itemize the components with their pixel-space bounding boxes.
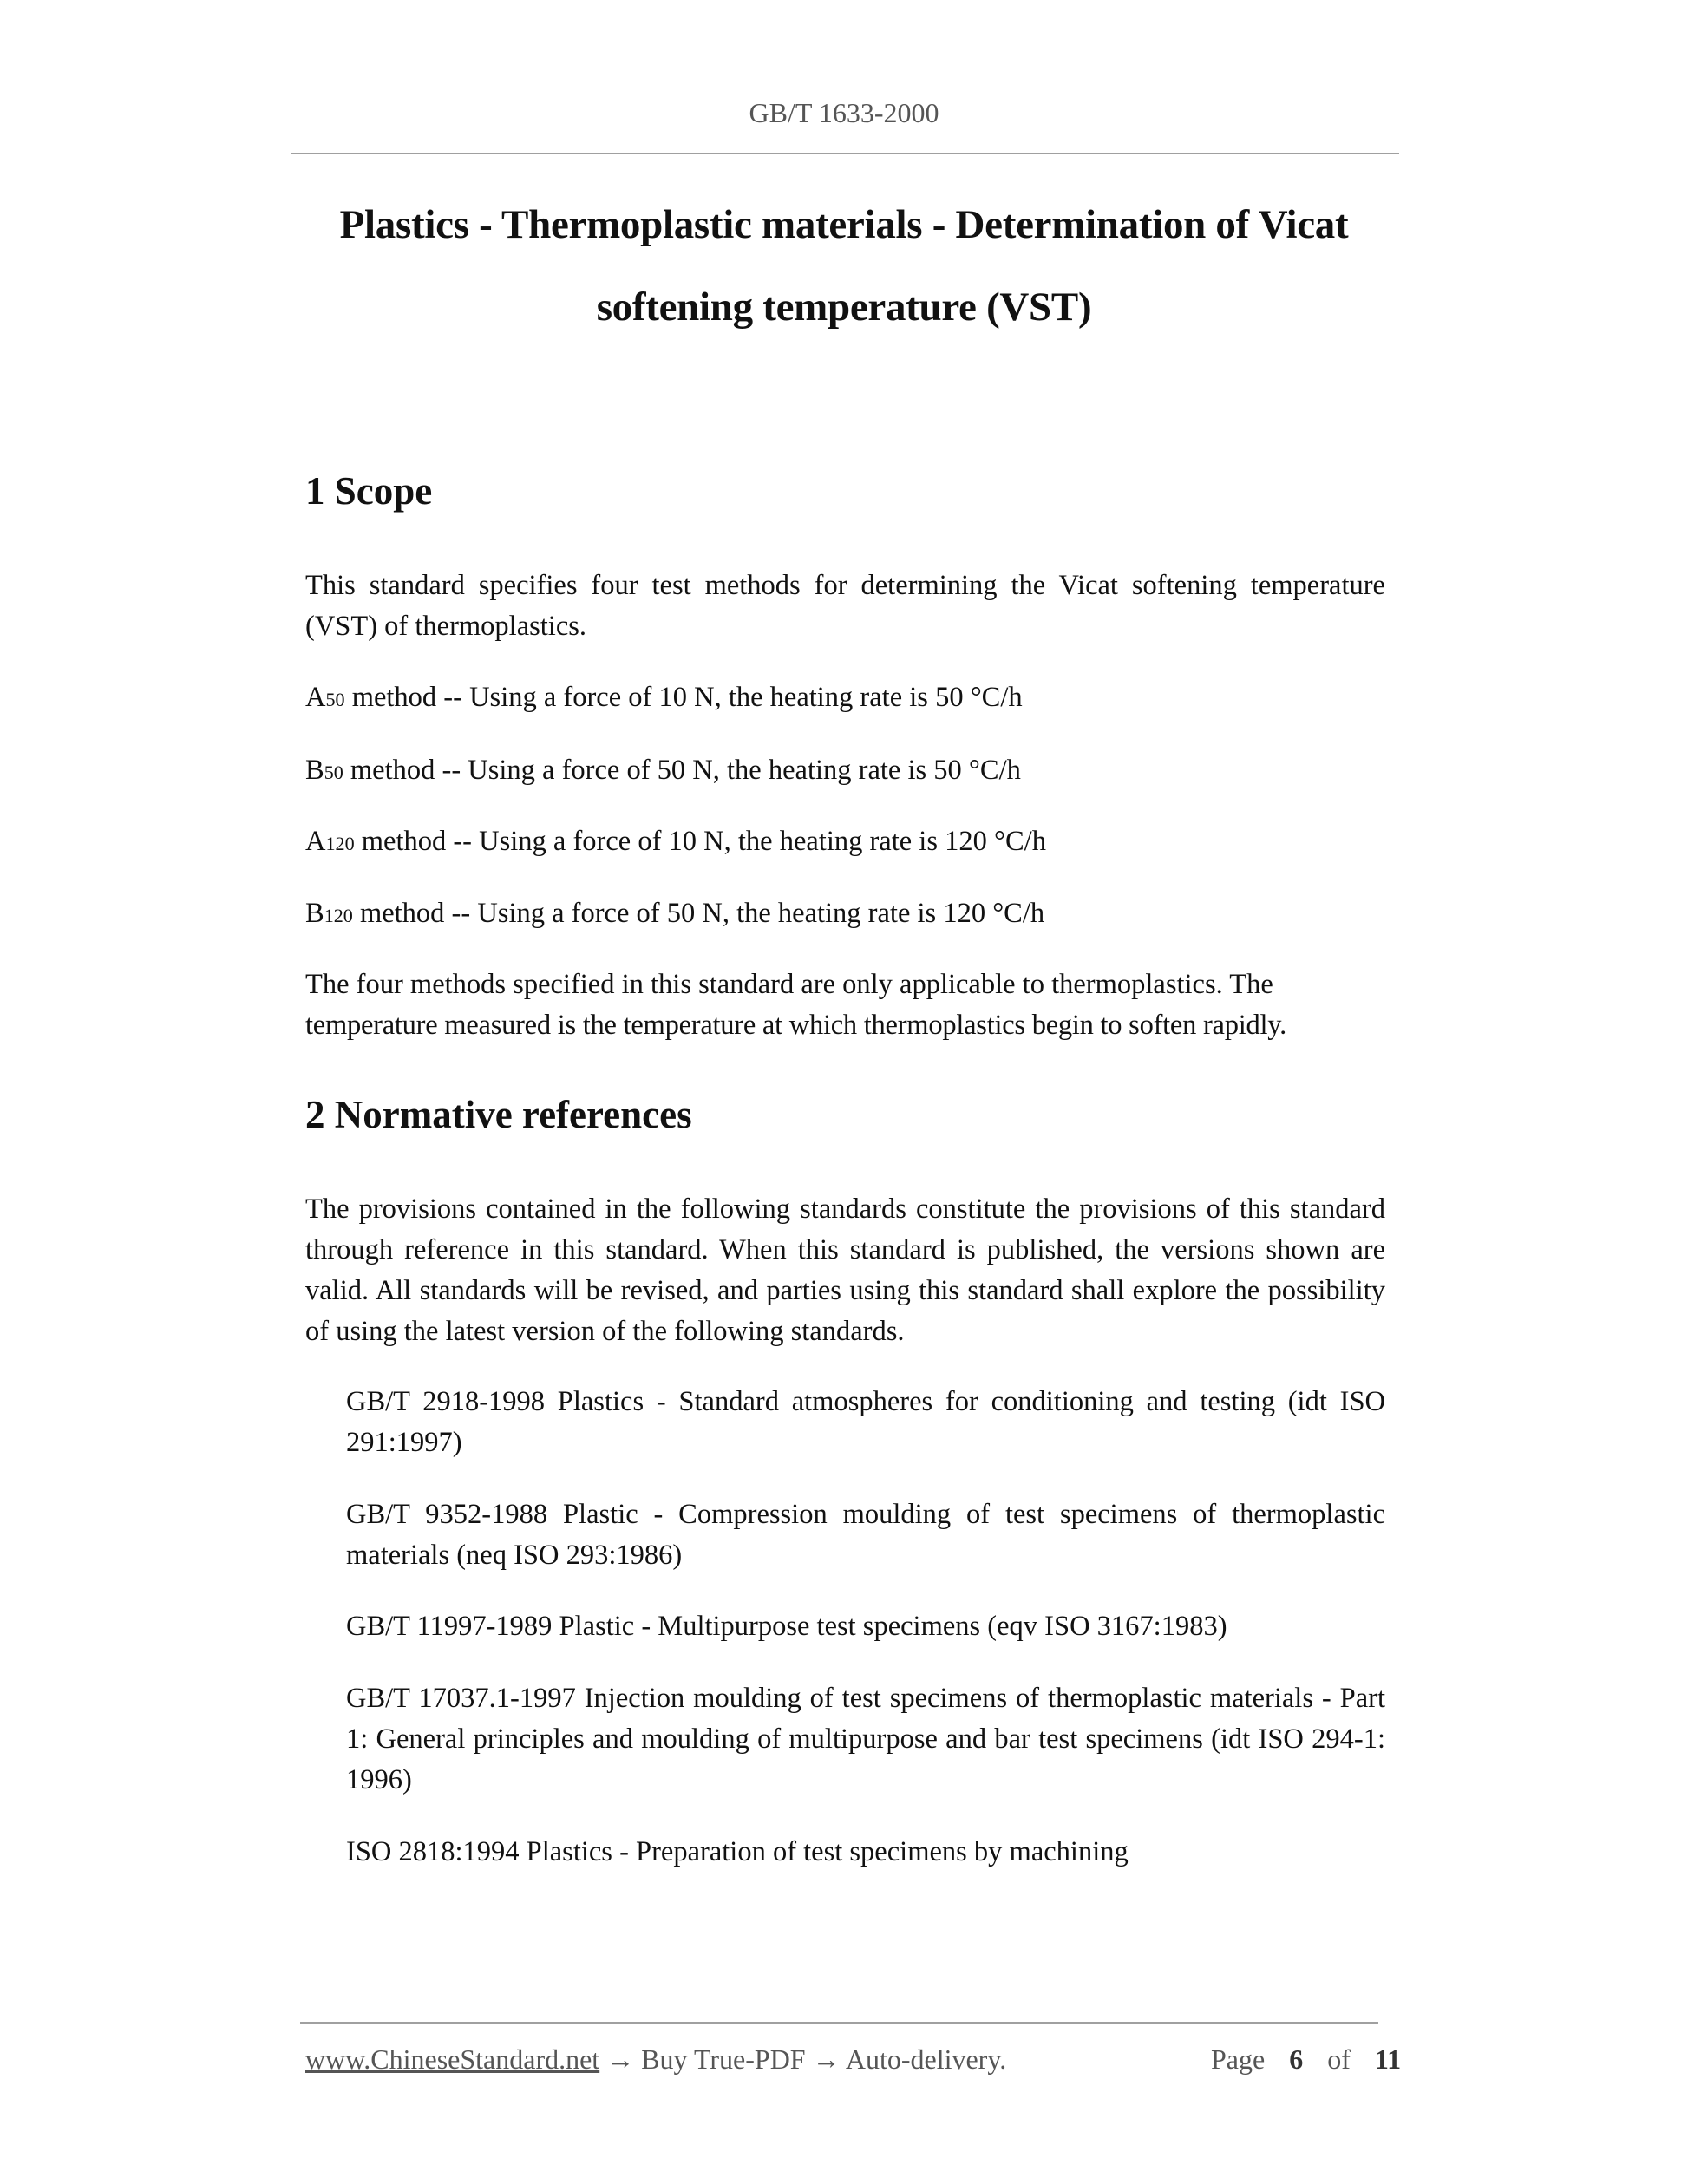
arrow-icon: → xyxy=(599,2043,642,2075)
method-subscript: 120 xyxy=(324,905,353,926)
method-letter: A xyxy=(305,682,326,713)
method-text: method -- Using a force of 50 N, the heating rate is 120 °C/h xyxy=(352,898,1045,929)
chinesestandard-link[interactable]: www.ChineseStandard.net xyxy=(305,2043,600,2075)
footer-divider xyxy=(300,2022,1378,2024)
method-text: method -- Using a force of 10 N, the heating rate is 120 °C/h xyxy=(354,826,1046,857)
method-item xyxy=(305,821,1385,864)
of-label: of xyxy=(1327,2043,1351,2075)
buy-text: Buy True-PDF xyxy=(641,2043,806,2075)
page-indicator xyxy=(1211,2043,1401,2076)
method-text: method -- Using a force of 10 N, the heating rate is 50 °C/h xyxy=(344,682,1023,713)
reference-item: GB/T 9352-1988 Plastic - Compression moulding of test specimens of thermoplastic materials (neq ISO 293:1986) xyxy=(346,1499,1385,1571)
footer-promo xyxy=(305,2043,1006,2076)
reference-item: GB/T 2918-1998 Plastics - Standard atmospheres for conditioning and testing (idt ISO 291:1997) xyxy=(346,1386,1385,1458)
method-item xyxy=(305,893,1385,936)
page-current: 6 xyxy=(1289,2043,1304,2075)
method-letter: B xyxy=(305,755,324,786)
method-letter: B xyxy=(305,898,324,929)
method-subscript: 50 xyxy=(324,762,343,783)
arrow-icon: → xyxy=(805,2043,846,2075)
scope-closing-line-1: The four methods specified in this standard are only applicable to thermoplastics. The xyxy=(305,969,1273,1000)
references-intro-paragraph: The provisions contained in the following standards constitute the provisions of this standard through reference in this standard. When this standard is published, the versions shown are valid. All standards will be revised, and parties using this standard shall explore the possibility of using the latest version of the following standards. xyxy=(305,1193,1385,1347)
section-heading-scope: 1 Scope xyxy=(305,469,433,513)
scope-intro-paragraph: This standard specifies four test methods for determining the Vicat softening temperature (VST) of thermoplastics. xyxy=(305,570,1385,642)
section-heading-normative-references: 2 Normative references xyxy=(305,1093,692,1136)
scope-closing-line-2: temperature measured is the temperature at which thermoplastics begin to soften rapidly. xyxy=(305,1010,1287,1041)
reference-item: ISO 2818:1994 Plastics - Preparation of test specimens by machining xyxy=(346,1836,1129,1867)
method-subscript: 50 xyxy=(325,689,345,710)
page-total: 11 xyxy=(1374,2043,1402,2075)
method-text: method -- Using a force of 50 N, the heating rate is 50 °C/h xyxy=(343,755,1021,786)
document-title-line-2: softening temperature (VST) xyxy=(596,284,1092,330)
method-item xyxy=(305,750,1385,793)
method-letter: A xyxy=(305,826,326,857)
reference-item: GB/T 17037.1-1997 Injection moulding of test specimens of thermoplastic materials - Part 1: General principles and moulding of multipurpose and bar test specimens (idt ISO 294-1: 1996) xyxy=(346,1683,1385,1795)
method-subscript: 120 xyxy=(325,833,355,854)
delivery-text: Auto-delivery. xyxy=(845,2043,1007,2075)
document-title-line-1: Plastics - Thermoplastic materials - Determination of Vicat xyxy=(339,202,1349,247)
page-label: Page xyxy=(1211,2043,1266,2075)
document-code-header: GB/T 1633-2000 xyxy=(749,97,939,128)
method-item xyxy=(305,677,1385,720)
header-divider xyxy=(291,153,1399,154)
reference-item: GB/T 11997-1989 Plastic - Multipurpose test specimens (eqv ISO 3167:1983) xyxy=(346,1611,1227,1642)
